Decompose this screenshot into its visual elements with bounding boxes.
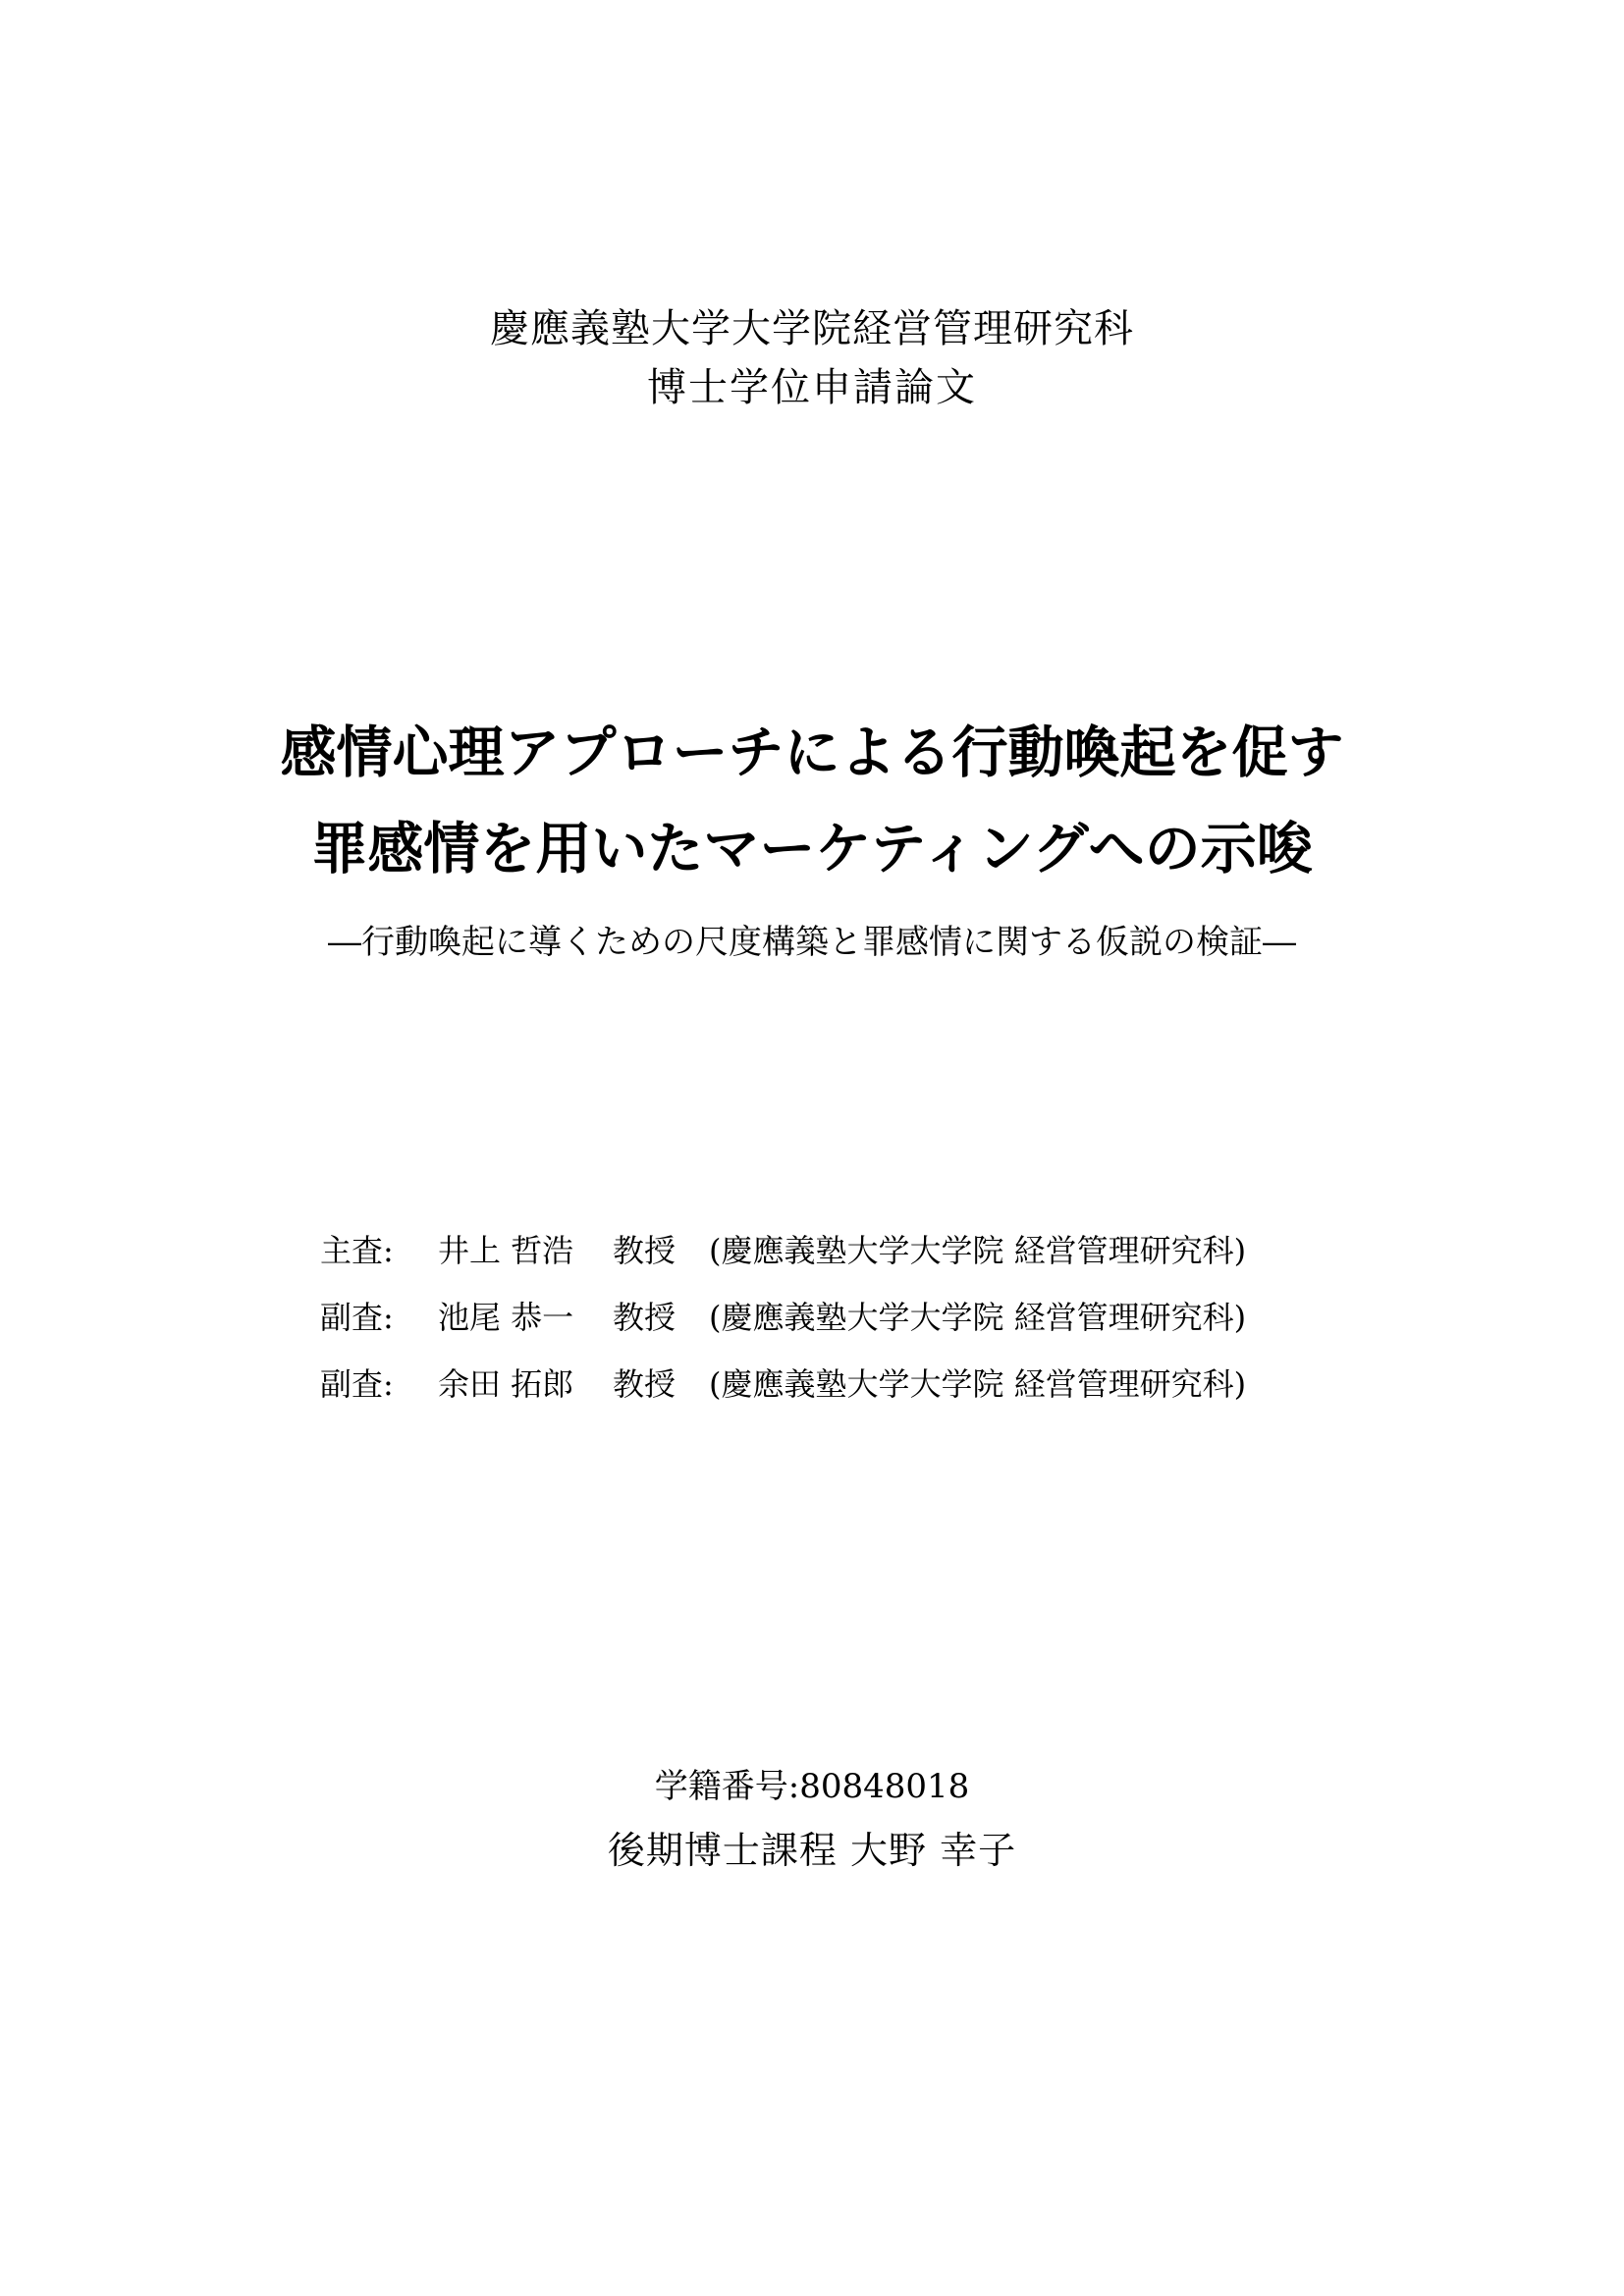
committee-member-name: 余田 拓郎 [438,1365,574,1403]
thesis-title-line-1: 感情心理アプローチによる行動喚起を促す [280,720,1344,785]
committee-member-name: 池尾 恭一 [438,1299,574,1336]
degree-label: 博士学位申請論文 [647,365,977,410]
committee-role: 副査: [320,1365,394,1403]
thesis-title-line-2: 罪感情を用いたマーケティングへの示唆 [311,816,1313,881]
committee-row-vice-2 [320,1351,1246,1417]
university-name: 慶應義塾大学大学院経営管理研究科 [490,306,1134,351]
student-name: 後期博士課程 大野 幸子 [607,1829,1017,1872]
committee-affiliation: (慶應義塾大学大学院 経営管理研究科) [709,1299,1247,1336]
student-id: 学籍番号:80848018 [654,1767,970,1806]
committee-rank: 教授 [613,1299,677,1336]
committee-affiliation: (慶應義塾大学大学院 経営管理研究科) [709,1365,1247,1403]
committee-role: 副査: [320,1299,394,1336]
committee-member-name: 井上 哲浩 [438,1232,574,1269]
committee-rank: 教授 [613,1232,677,1269]
committee-list [320,1217,1246,1417]
committee-affiliation: (慶應義塾大学大学院 経営管理研究科) [709,1232,1247,1269]
committee-rank: 教授 [613,1365,677,1403]
thesis-subtitle: ―行動喚起に導くための尺度構築と罪感情に関する仮説の検証― [328,923,1296,962]
committee-row-chief [320,1217,1246,1284]
committee-role: 主査: [320,1232,394,1269]
committee-row-vice-1 [320,1284,1246,1351]
